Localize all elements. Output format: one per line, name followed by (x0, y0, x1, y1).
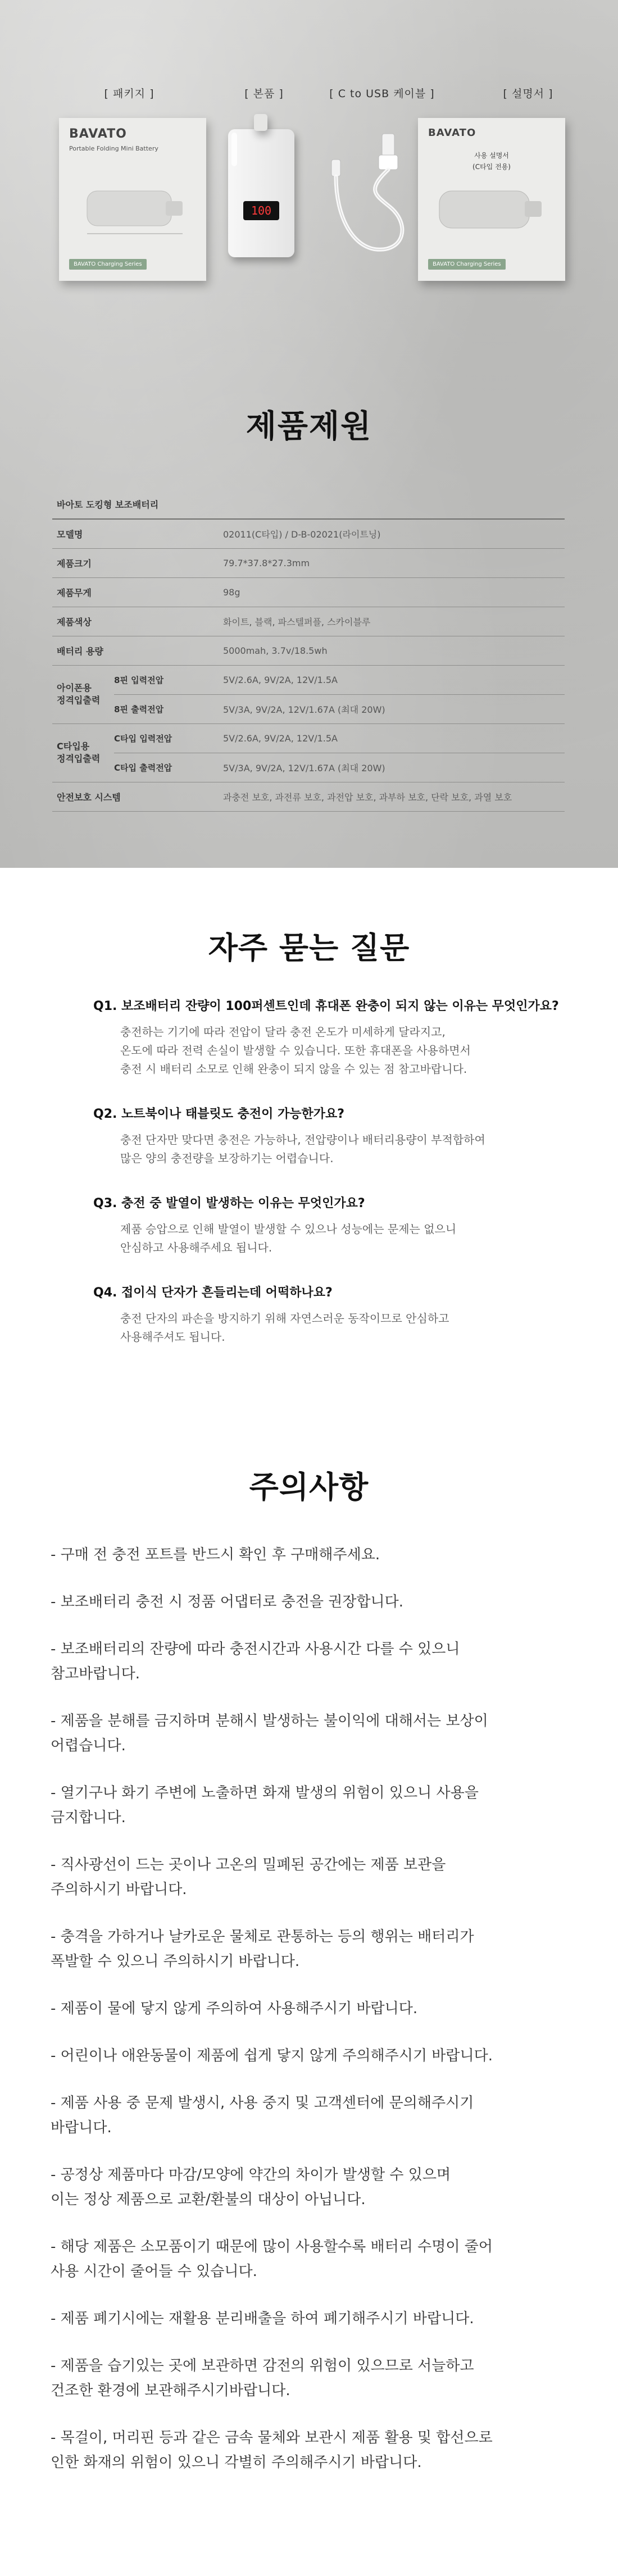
spec-row (52, 723, 565, 753)
faq-question: Q4. 접이식 단자가 흔들리는데 어떡하나요? (93, 1286, 333, 1300)
manual-image (418, 118, 565, 281)
package-box-image (59, 118, 206, 281)
spec-value: 02011(C타입) / D-B-02021(라이트닝) (221, 519, 565, 548)
manual-brand: BAVATO (428, 127, 476, 139)
faq-answer: 충전 단자만 맞다면 충전은 가능하나, 전압량이나 배터리용량이 부적합하여 많은 양의 충전량을 보장하기는 어렵습니다. (120, 1133, 485, 1165)
battery-highlight (231, 133, 237, 166)
spec-row (52, 548, 565, 577)
caution-section (0, 1463, 618, 2475)
spec-subkey: C타입 입력전압 (114, 723, 221, 753)
caution-item: - 어린이나 애완동물이 제품에 쉽게 닿지 않게 주의해주시기 바랍니다. (51, 2047, 493, 2064)
spec-value: 5V/3A, 9V/2A, 12V/1.67A (최대 20W) (221, 753, 565, 782)
package-label: [ 패키지 ] (104, 88, 154, 100)
spec-key: 제품색상 (52, 607, 221, 636)
spec-key: 제품크기 (52, 548, 221, 577)
spec-row (52, 665, 565, 694)
caution-list (51, 1542, 567, 2475)
spec-table (52, 490, 565, 812)
caution-item: - 제품을 분해를 금지하며 분해시 발생하는 불이익에 대해서는 보상이 어렵습니다. (51, 1713, 488, 1754)
spec-value: 5V/2.6A, 9V/2A, 12V/1.5A (221, 723, 565, 753)
spec-subkey: C타입 출력전압 (114, 753, 221, 782)
spec-row (52, 636, 565, 665)
cable-label: [ C to USB 케이블 ] (329, 88, 435, 100)
battery-image (228, 129, 294, 257)
caution-item: - 해당 제품은 소모품이기 때문에 많이 사용할수록 배터리 수명이 줄어 사용 시간이 줄어들 수 있습니다. (51, 2238, 493, 2280)
caution-item: - 제품을 습기있는 곳에 보관하면 감전의 위험이 있으므로 서늘하고 건조한 환경에 보관해주시기바랍니다. (51, 2357, 474, 2399)
spec-group-ctype: C타입용 정격입출력 (52, 723, 114, 782)
battery-display: 100 (243, 201, 279, 220)
faq-answer: 충전 단자의 파손을 방지하기 위해 자연스러운 동작이므로 안심하고 사용해주셔도 됩니다. (120, 1312, 449, 1344)
spec-group-iphone: 아이폰용 정격입출력 (52, 665, 114, 723)
faq-question: Q1. 보조배터리 잔량이 100퍼센트인데 휴대폰 완충이 되지 않는 이유는 무엇인가요? (93, 999, 559, 1013)
spec-value: 5000mah, 3.7v/18.5wh (221, 636, 565, 665)
spec-key: 배터리 용량 (52, 636, 221, 665)
caution-title: 주의사항 (249, 1469, 369, 1505)
spec-value: 79.7*37.8*27.3mm (221, 548, 565, 577)
usb-cable-image (320, 129, 421, 264)
package-subtitle: Portable Folding Mini Battery (69, 145, 158, 152)
spec-title: 제품제원 (246, 408, 372, 445)
caution-item: - 구매 전 충전 포트를 반드시 확인 후 구매해주세요. (51, 1546, 380, 1563)
spec-row (52, 782, 565, 811)
spec-row (52, 694, 565, 723)
faq-question: Q3. 충전 중 발열이 발생하는 이유는 무엇인가요? (93, 1196, 365, 1210)
spec-subkey: 8핀 출력전압 (114, 694, 221, 723)
manual-title: 사용 설명서 (474, 152, 509, 160)
caution-item: - 직사광선이 드는 곳이나 고온의 밀폐된 공간에는 제품 보관을 주의하시기 바랍니다. (51, 1856, 446, 1898)
caution-item: - 제품 폐기시에는 재활용 분리배출을 하여 폐기해주시기 바랍니다. (51, 2310, 474, 2327)
spec-value: 화이트, 블랙, 파스텔퍼플, 스카이블루 (221, 607, 565, 636)
faq-item (33, 1283, 590, 1346)
manual-product-illustration (435, 180, 547, 242)
faq-question: Q2. 노트북이나 태블릿도 충전이 가능한가요? (93, 1107, 345, 1121)
package-brand: BAVATO (69, 127, 127, 141)
faq-answer: 충전하는 기기에 따라 전압이 달라 충전 온도가 미세하게 달라지고, 온도에 따라 전력 손실이 발생할 수 있습니다. 또한 휴대폰을 사용하면서 충전 시 배터리 소모로 인해 완충이 되지 않을 수 있는 점 참고바랍니다. (120, 1025, 471, 1076)
battery-connector (254, 114, 267, 131)
spec-value: 과충전 보호, 과전류 보호, 과전압 보호, 과부하 보호, 단락 보호, 과열 보호 (221, 782, 565, 811)
caution-item: - 충격을 가하거나 날카로운 물체로 관통하는 등의 행위는 배터리가 폭발할 수 있으니 주의하시기 바랍니다. (51, 1928, 474, 1970)
faq-item (33, 996, 590, 1078)
manual-label: [ 설명서 ] (503, 88, 553, 100)
spec-row (52, 519, 565, 548)
spec-row (52, 753, 565, 782)
spec-key: 모델명 (52, 519, 221, 548)
caution-item: - 보조배터리 충전 시 정품 어댑터로 충전을 권장합니다. (51, 1594, 404, 1610)
faq-title: 자주 묻는 질문 (208, 930, 410, 966)
faq-section (0, 924, 618, 1346)
caution-item: - 공정상 제품마다 마감/모양에 약간의 차이가 발생할 수 있으며 이는 정상 제품으로 교환/환불의 대상이 아닙니다. (51, 2167, 451, 2208)
spec-value: 5V/3A, 9V/2A, 12V/1.67A (최대 20W) (221, 694, 565, 723)
spec-key: 제품무게 (52, 577, 221, 607)
manual-subtitle: (C타입 전용) (472, 163, 511, 171)
spec-value: 5V/2.6A, 9V/2A, 12V/1.5A (221, 665, 565, 694)
caution-item: - 목걸이, 머리핀 등과 같은 금속 물체와 보관시 제품 활용 및 합선으로 인한 화재의 위험이 있으니 각별히 주의해주시기 바랍니다. (51, 2429, 493, 2471)
faq-list (28, 996, 590, 1346)
caution-item: - 제품 사용 중 문제 발생시, 사용 중지 및 고객센터에 문의해주시기 바랍니다. (51, 2095, 474, 2136)
spec-product-name: 바아토 도킹형 보조배터리 (52, 490, 565, 519)
components-section (0, 0, 618, 868)
spec-row (52, 607, 565, 636)
caution-item: - 열기구나 화기 주변에 노출하면 화재 발생의 위험이 있으니 사용을 금지합니다. (51, 1785, 479, 1826)
spec-row (52, 577, 565, 607)
spec-subkey: 8핀 입력전압 (114, 665, 221, 694)
spec-key: 안전보호 시스템 (52, 782, 221, 811)
caution-item: - 제품이 물에 닿지 않게 주의하여 사용해주시기 바랍니다. (51, 2000, 418, 2017)
body-label: [ 본품 ] (244, 88, 284, 100)
manual-series-badge: BAVATO Charging Series (428, 259, 506, 270)
faq-item (33, 1104, 590, 1168)
caution-item: - 보조배터리의 잔량에 따라 충전시간과 사용시간 다를 수 있으니 참고바랍니다. (51, 1641, 460, 1682)
package-series-badge: BAVATO Charging Series (69, 259, 147, 270)
spec-value: 98g (221, 577, 565, 607)
package-product-illustration (81, 180, 188, 242)
faq-item (33, 1194, 590, 1257)
faq-answer: 제품 승압으로 인해 발열이 발생할 수 있으나 성능에는 문제는 없으니 안심하고 사용해주세요 됩니다. (120, 1222, 457, 1254)
